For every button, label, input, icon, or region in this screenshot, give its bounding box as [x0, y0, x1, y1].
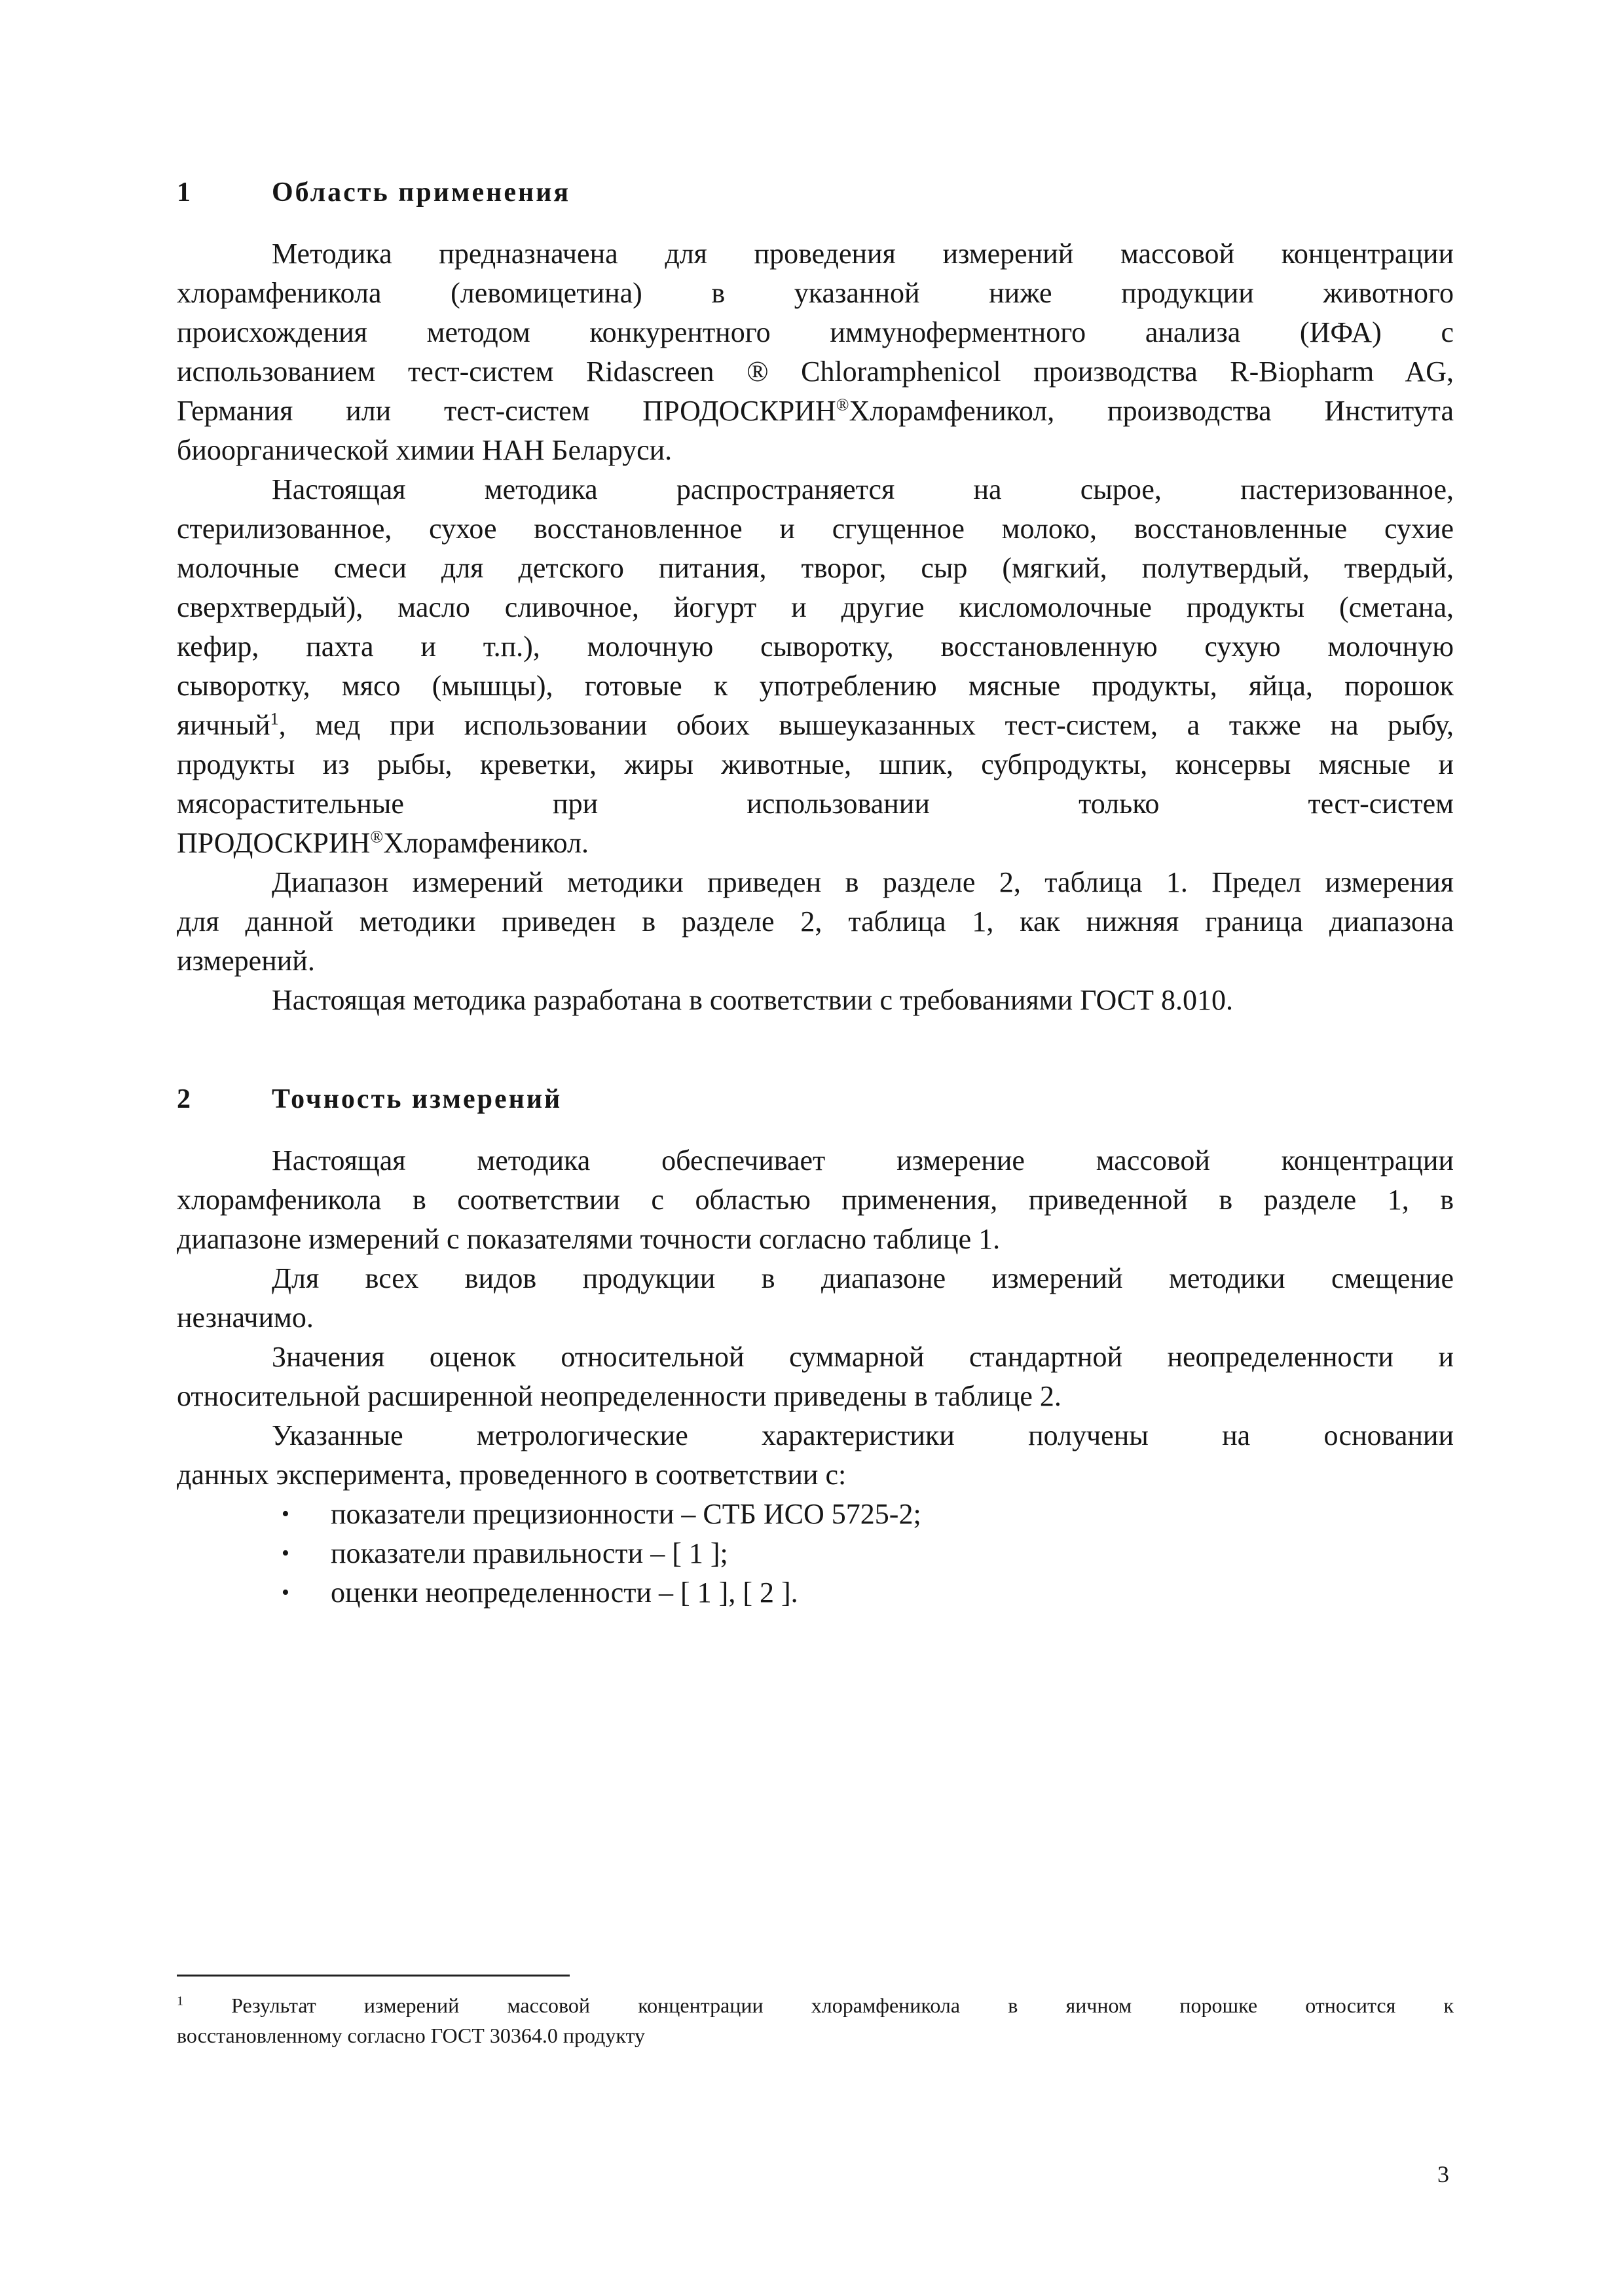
s1-p1-line3: происхождения методом конкурентного иммуноферментного анализа (ИФА) с [177, 316, 1454, 348]
s1-p1-line1: Методика предназначена для проведения измерений массовой концентрации [272, 238, 1454, 270]
footnote-mark: 1 [177, 1994, 183, 2009]
bullet-item-1: показатели прецизионности – СТБ ИСО 5725-2; [331, 1498, 921, 1530]
bullet-item-3: оценки неопределенности – [ 1 ], [ 2 ]. [331, 1576, 798, 1609]
footnote-ref: 1 [270, 709, 279, 729]
bullet-icon: • [282, 1541, 289, 1565]
s1-p1-line5-a: Германия или тест-систем ПРОДОСКРИН [177, 395, 836, 427]
registered-mark: ® [836, 395, 849, 414]
section-2-number: 2 [177, 1084, 193, 1114]
s1-p2-line10-b: Хлорамфеникол. [383, 827, 589, 859]
s2-p4-line2: данных эксперимента, проведенного в соответствии с: [177, 1459, 847, 1491]
section-2-heading [177, 1084, 562, 1115]
s1-p4-line1: Настоящая методика разработана в соответствии с требованиями ГОСТ 8.010. [272, 984, 1234, 1016]
s2-p3-line1: Значения оценок относительной суммарной стандартной неопределенности и [272, 1341, 1454, 1373]
s2-p1-line1: Настоящая методика обеспечивает измерение массовой концентрации [272, 1144, 1454, 1176]
s1-p3-line2: для данной методики приведен в разделе 2, таблица 1, как нижняя граница диапазона [177, 905, 1454, 938]
s2-p1-line3: диапазоне измерений с показателями точности согласно таблице 1. [177, 1223, 1001, 1255]
footnote-line2: восстановленному согласно ГОСТ 30364.0 продукту [177, 2024, 646, 2047]
s1-p2-line4: сверхтвердый), масло сливочное, йогурт и другие кисломолочные продукты (сметана, [177, 591, 1454, 623]
s1-p2-line9: мясорастительные при использовании только тест-систем [177, 788, 1454, 820]
section-1-title: Область применения [272, 177, 571, 208]
section-1-heading [177, 177, 570, 208]
s1-p2-line1: Настоящая методика распространяется на сырое, пастеризованное, [272, 473, 1454, 505]
section-1-number: 1 [177, 177, 193, 208]
page-number: 3 [1437, 2161, 1449, 2187]
s2-p4-line1: Указанные метрологические характеристики получены на основании [272, 1419, 1454, 1451]
s1-p1-line4: использованием тест-систем Ridascreen ® Chloramphenicol производства R-Biopharm AG, [177, 355, 1454, 388]
section-2-title: Точность измерений [272, 1084, 563, 1114]
registered-mark: ® [370, 827, 384, 847]
s1-p2-line3: молочные смеси для детского питания, творог, сыр (мягкий, полутвердый, твердый, [177, 552, 1454, 584]
footnote-line1 [177, 1990, 1454, 2020]
s1-p1-line6: биоорганической химии НАН Беларуси. [177, 434, 673, 466]
s1-p2-line7-a: яичный [177, 709, 270, 741]
s1-p2-line8: продукты из рыбы, креветки, жиры животные, шпик, субпродукты, консервы мясные и [177, 748, 1454, 780]
s1-p1-line5-b: Хлорамфеникол, производства Института [849, 395, 1454, 427]
bullet-icon: • [282, 1502, 289, 1526]
s2-p3-line2: относительной расширенной неопределенности приведены в таблице 2. [177, 1380, 1061, 1412]
s1-p2-line10 [177, 824, 1454, 863]
bullet-item-2: показатели правильности – [ 1 ]; [331, 1537, 728, 1569]
s1-p3-line1: Диапазон измерений методики приведен в разделе 2, таблица 1. Предел измерения [272, 866, 1454, 898]
s1-p1-line2: хлорамфеникола (левомицетина) в указанной ниже продукции животного [177, 277, 1454, 309]
s1-p2-line7-b: , мед при использовании обоих вышеуказанных тест-систем, а также на рыбу, [278, 709, 1454, 741]
s2-p2-line2: незначимо. [177, 1302, 314, 1334]
bullet-icon: • [282, 1580, 289, 1605]
s1-p3-line3: измерений. [177, 945, 315, 977]
s1-p2-line2: стерилизованное, сухое восстановленное и сгущенное молоко, восстановленные сухие [177, 513, 1454, 545]
s1-p2-line6: сыворотку, мясо (мышцы), готовые к употреблению мясные продукты, яйца, порошок [177, 670, 1454, 702]
footnote-separator [177, 1975, 570, 1977]
s1-p2-line5: кефир, пахта и т.п.), молочную сыворотку, восстановленную сухую молочную [177, 630, 1454, 663]
s2-p2-line1: Для всех видов продукции в диапазоне измерений методики смещение [272, 1262, 1454, 1294]
s1-p2-line7 [177, 706, 1454, 745]
footnote-text-1: Результат измерений массовой концентрации хлорамфеникола в яичном порошке относится к [231, 1994, 1454, 2017]
s2-p1-line2: хлорамфеникола в соответствии с областью применения, приведенной в разделе 1, в [177, 1184, 1454, 1216]
s1-p2-line10-a: ПРОДОСКРИН [177, 827, 371, 859]
s1-p1-line5 [177, 392, 1454, 431]
